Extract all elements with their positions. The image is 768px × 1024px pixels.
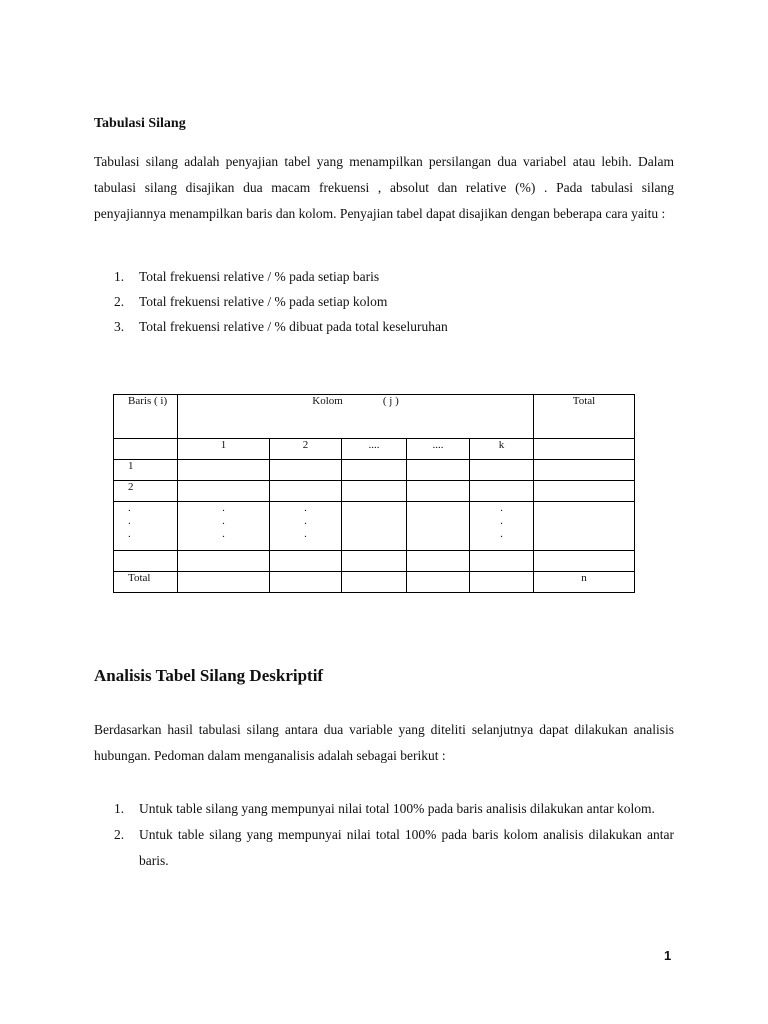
table-cell xyxy=(407,502,470,551)
page-number: 1 xyxy=(664,948,672,963)
column-label: k xyxy=(470,439,534,460)
table-cell xyxy=(342,502,407,551)
table-cell xyxy=(114,551,178,572)
ellipsis-cell: . . . xyxy=(114,502,178,551)
table-cell xyxy=(470,572,534,593)
table-cell xyxy=(270,572,342,593)
table-cell xyxy=(534,502,635,551)
list-text: Total frekuensi relative / % dibuat pada total keseluruhan xyxy=(139,319,448,334)
list-text: Total frekuensi relative / % pada setiap kolom xyxy=(139,294,388,309)
intro-paragraph: Tabulasi silang adalah penyajian tabel yang menampilkan persilangan dua variabel atau lebih. Dalam tabulasi silang disajikan dua macam frekuensi , absolut dan relative (%) . Pada tabulasi silang penyajiannya menampilkan baris dan kolom. Penyajian tabel dapat disajikan dengan beberapa cara yaitu : xyxy=(94,154,674,221)
header-total: Total xyxy=(534,395,635,439)
table-cell xyxy=(534,551,635,572)
table-cell xyxy=(407,481,470,502)
list-number: 1. xyxy=(114,269,125,284)
table-cell xyxy=(534,460,635,481)
table-row xyxy=(114,551,635,572)
list-item xyxy=(94,796,674,822)
column-label: 1 xyxy=(178,439,270,460)
table-cell xyxy=(114,439,178,460)
table-cell xyxy=(407,572,470,593)
list-number: 1. xyxy=(114,801,125,816)
table-cell xyxy=(178,551,270,572)
list-item xyxy=(94,293,674,318)
list-text: Untuk table silang yang mempunyai nilai total 100% pada baris analisis dilakukan antar kolom. xyxy=(139,801,655,816)
header-kolom-j: ( j ) xyxy=(382,395,399,407)
row-label: 1 xyxy=(114,460,178,481)
table-cell xyxy=(470,551,534,572)
column-label: .... xyxy=(407,439,470,460)
list-item xyxy=(94,822,674,874)
column-label: .... xyxy=(342,439,407,460)
table-row xyxy=(114,502,635,551)
total-value: n xyxy=(534,572,635,593)
table-cell xyxy=(534,439,635,460)
table-cell xyxy=(342,551,407,572)
table-cell xyxy=(270,551,342,572)
list-item xyxy=(94,268,674,293)
table-row xyxy=(114,460,635,481)
table-cell xyxy=(342,572,407,593)
table-cell xyxy=(270,481,342,502)
table-total-row xyxy=(114,572,635,593)
section-title-tabulasi: Tabulasi Silang xyxy=(94,116,186,131)
table-cell xyxy=(270,460,342,481)
cross-tab-table xyxy=(113,394,635,593)
section-title-analisis: Analisis Tabel Silang Deskriptif xyxy=(94,666,324,685)
total-label: Total xyxy=(114,572,178,593)
table-cell xyxy=(470,460,534,481)
table-cell xyxy=(178,572,270,593)
list-number: 2. xyxy=(114,294,125,309)
header-baris: Baris ( i) xyxy=(114,395,178,439)
ellipsis-cell: . . . xyxy=(270,502,342,551)
table-row xyxy=(114,481,635,502)
header-kolom xyxy=(178,395,534,439)
list-number: 3. xyxy=(114,319,125,334)
table-cell xyxy=(407,460,470,481)
analysis-paragraph: Berdasarkan hasil tabulasi silang antara dua variable yang diteliti selanjutnya dapat dilakukan analisis hubungan. Pedoman dalam menganalisis adalah sebagai berikut : xyxy=(94,722,674,763)
table-cell xyxy=(178,460,270,481)
row-label: 2 xyxy=(114,481,178,502)
table-row xyxy=(114,439,635,460)
guideline-list xyxy=(94,796,674,874)
table-cell xyxy=(178,481,270,502)
method-list xyxy=(94,268,674,343)
table-cell xyxy=(342,460,407,481)
table-cell xyxy=(407,551,470,572)
list-text: Total frekuensi relative / % pada setiap baris xyxy=(139,269,380,284)
header-kolom-label: Kolom xyxy=(312,395,343,407)
table-cell xyxy=(534,481,635,502)
list-item xyxy=(94,318,674,343)
table-header-row xyxy=(114,395,635,439)
table-cell xyxy=(342,481,407,502)
column-label: 2 xyxy=(270,439,342,460)
list-number: 2. xyxy=(114,827,125,842)
ellipsis-cell: . . . xyxy=(178,502,270,551)
table-cell xyxy=(470,481,534,502)
ellipsis-cell: . . . xyxy=(470,502,534,551)
list-text: Untuk table silang yang mempunyai nilai total 100% pada baris kolom analisis dilakukan antar baris. xyxy=(139,827,674,868)
